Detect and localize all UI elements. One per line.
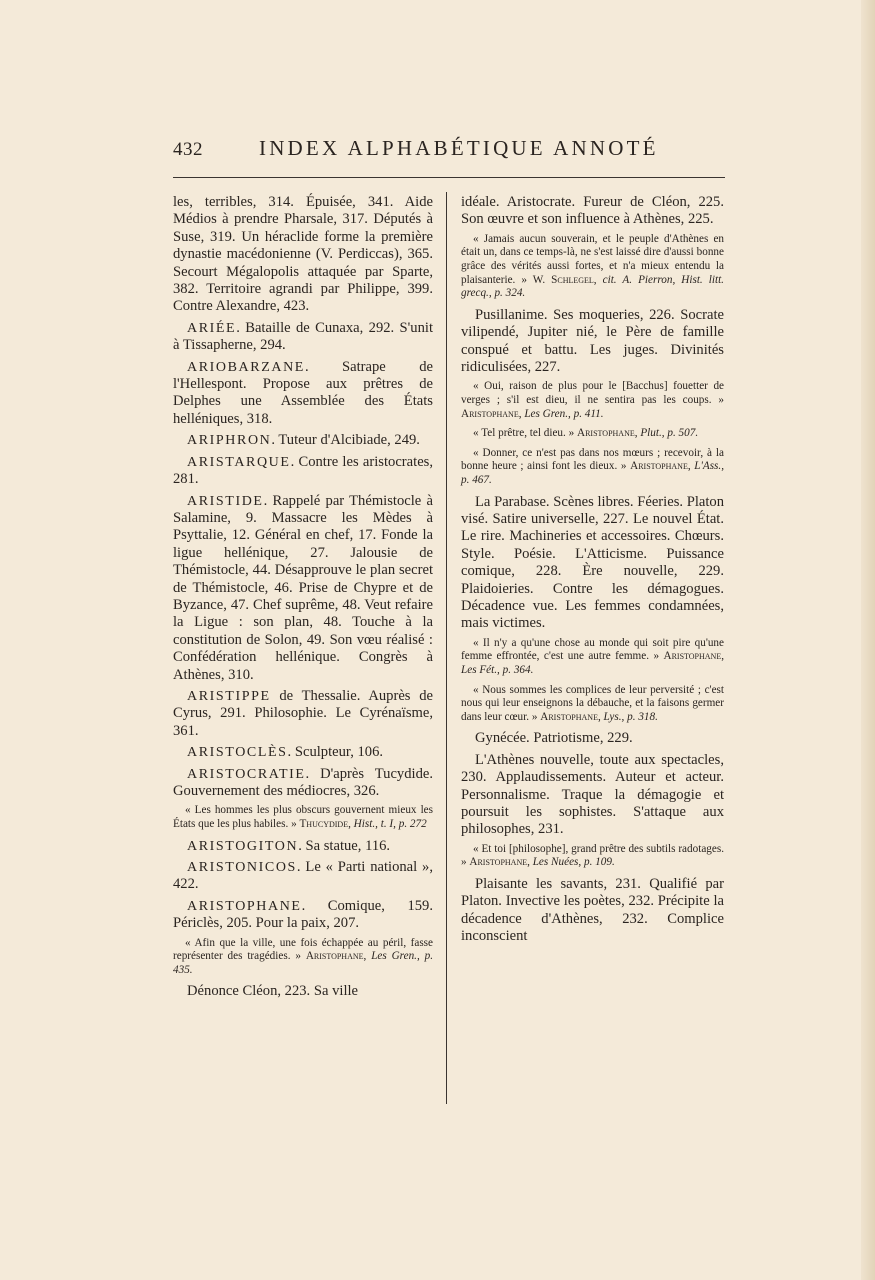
quote-text: « Nous sommes les complices de leur perversité ; c'est nous qui leur enseignons la débauche, et la faisons germer dans leur cœur. » [461, 683, 724, 723]
index-entry [173, 744, 433, 761]
citation-quote [461, 637, 724, 678]
entry-headword: ARISTIDE [187, 493, 264, 509]
entry-paragraph: La Parabase. Scènes libres. Féeries. Platon visé. Satire universelle, 227. Le nouvel État. Le rire. Machineries et accessoires. Chœurs. Style. Poésie. L'Atticisme. Puissance comique, 228. Ère nouvelle, 229. Plaidoieries. Contre les démagogues. Décadence vue. Les femmes condamnées, mais victimes. [461, 493, 724, 632]
citation-quote [461, 684, 724, 725]
index-entry [173, 766, 433, 801]
citation-quote [461, 380, 724, 421]
entry-paragraph: Gynécée. Patriotisme, 229. [475, 730, 633, 747]
column-rule [446, 192, 447, 1104]
entry-text: . Sa statue, 116. [298, 837, 391, 854]
entry-headword: ARISTONICOS [187, 860, 297, 875]
quote-author: Schlegel, [551, 273, 603, 286]
entry-text: . Tuteur d'Alcibiade, 249. [271, 432, 420, 449]
entry-text: . Le « Parti national », 422. [173, 859, 433, 893]
entry-text: . Bataille de Cunaxa, 292. S'unit à Tissapherne, 294. [173, 319, 433, 354]
quote-reference: Les Nuées, p. 109. [532, 856, 615, 869]
entry-text: . Comique, 159. Périclès, 205. Pour la paix, 207. [173, 897, 433, 932]
entry-text: . Satrape de l'Hellespont. Propose aux prêtres de Delphes une Assemblée des États helléniques, 318. [173, 358, 433, 427]
quote-reference: Les Fét., p. 364. [461, 664, 534, 676]
index-entry [173, 688, 433, 740]
page-edge [861, 0, 875, 1280]
quote-reference: Lys., p. 318. [603, 710, 658, 723]
right-column [461, 194, 724, 950]
entry-paragraph: Plaisante les savants, 231. Qualifié par Platon. Invective les poètes, 232. Précipite la décadence d'Athènes, 232. Complice inconscient [461, 876, 724, 945]
citation-quote [173, 937, 433, 978]
quote-reference: Les Gren., p. 411. [524, 407, 604, 420]
quote-reference: Plut., p. 507. [640, 427, 699, 440]
quote-author: Aristophane, [305, 950, 372, 963]
quote-author: Aristophane, [461, 407, 525, 420]
entry-text: . Rappelé par Thémistocle à Salamine, 9. Massacre les Mèdes à Psyttalie, 12. Général en chef, 17. Fonde la ligue hellénique, 27. Jalousie de Thémistocle, 44. Désapprouve le plan secret de Thémistocle, 46. Prise de Chypre et de Byzance, 47. Chef suprême, 48. Veut refaire la Ligue : son plan, 48. Touche à la constitution de Solon, 49. Son vœu réalisé : Confédération hellénique. Congrès à Athènes, 310. [173, 492, 433, 683]
quote-reference: Hist., t. I, p. 272 [353, 818, 427, 830]
quote-text: « Tel prêtre, tel dieu. » [473, 427, 578, 440]
citation-quote [461, 447, 724, 488]
entry-paragraph: Pusillanime. Ses moqueries, 226. Socrate vilipendé, Jupiter nié, le Père de famille conspué et battu. Les juges. Divinités ridiculisées, 227. [461, 306, 724, 375]
index-entry [173, 898, 433, 933]
entry-text: . Sculpteur, 106. [287, 744, 384, 761]
quote-text: « Oui, raison de plus pour le [Bacchus] fouetter de verges ; s'il est dieu, il ne sentira pas les coups. » [461, 380, 724, 406]
continued-text: les, terribles, 314. Épuisée, 341. Aide Médios à prendre Pharsale, 317. Députés à Suse, 319. Un héraclide forme la première dynastie macédonienne (V. Perdiccas), 365. Secourt Mégalopolis attaquée par Sparte, 382. Territoire agrandi par Philippe, 399. Contre Alexandre, 423. [173, 194, 433, 315]
entry-headword: ARISTOCRATIE [187, 766, 306, 782]
entry-text: . Contre les aristocrates, 281. [173, 453, 433, 488]
index-entry [173, 432, 433, 449]
entry-headword: ARIOBARZANE [187, 359, 305, 375]
entry-headword: ARISTOPHANE [187, 898, 302, 914]
quote-text: « Les hommes les plus obscurs gouvernent mieux les États que les plus habiles. » [173, 804, 433, 830]
citation-quote [461, 427, 724, 441]
entry-text: . D'après Tucydide. Gouvernement des médiocres, 326. [173, 765, 433, 799]
quote-text: « Donner, ce n'est pas dans nos mœurs ; recevoir, à la bonne heure ; ainsi font les dieux. » [461, 446, 724, 473]
entry-headword: ARISTOGITON [187, 838, 299, 854]
entry-text: de Thessalie. Auprès de Cyrus, 291. Philosophie. Le Cyrénaïsme, 361. [173, 687, 433, 739]
continued-text: idéale. Aristocrate. Fureur de Cléon, 225. Son œuvre et son influence à Athènes, 225. [461, 194, 724, 228]
index-entry [173, 320, 433, 355]
page-number: 432 [173, 139, 203, 160]
running-title: INDEX ALPHABÉTIQUE ANNOTÉ [259, 136, 659, 160]
entry-headword: ARISTARQUE [187, 454, 291, 470]
quote-text: « Il n'y a qu'une chose au monde qui soit pire qu'une femme effrontée, c'est une autre femme. » [461, 636, 724, 663]
quote-author: Aristophane, [469, 856, 533, 869]
quote-author: Thucydide, [299, 818, 354, 830]
quote-text: « Afin que la ville, une fois échappée au péril, fasse représenter des tragédies. » [173, 936, 433, 963]
quote-reference: Les Gren., p. 435. [173, 950, 434, 976]
header-rule [173, 177, 725, 178]
quote-author: Aristophane, [540, 710, 604, 723]
citation-quote [461, 233, 724, 301]
quote-author: Aristophane, [577, 427, 641, 440]
quote-reference: cit. A. Pierron, Hist. litt. grecq., p. 324. [461, 273, 724, 300]
index-entry [173, 493, 433, 684]
entry-paragraph: Dénonce Cléon, 223. Sa ville [187, 983, 359, 1000]
left-column [173, 194, 433, 1005]
citation-quote [173, 804, 433, 831]
index-entry [173, 859, 433, 894]
page-header [173, 133, 725, 173]
entry-headword: ARISTOCLÈS [187, 745, 288, 761]
quote-text: « Et toi [philosophe], grand prêtre des subtils radotages. » [461, 842, 724, 869]
index-entry [173, 359, 433, 429]
entry-headword: ARISTIPPE [187, 688, 271, 704]
quote-text: « Jamais aucun souverain, et le peuple d'Athènes en était un, dans ce temps-là, ne s'est laissé dire d'aussi bonne grâce des vérités aussi fortes, et n'a mieux entendu la plaisanterie. » W. [461, 232, 724, 286]
quote-reference: L'Ass., p. 467. [461, 460, 724, 486]
quote-author: Aristophane, [630, 460, 695, 473]
index-entry [173, 838, 433, 855]
entry-headword: ARIÉE [187, 320, 237, 336]
entry-paragraph: L'Athènes nouvelle, toute aux spectacles, 230. Applaudissements. Auteur et acteur. Personnalisme. Traque la démagogie et poursuit les sophistes. S'attaque aux philosophes, 231. [461, 751, 724, 838]
quote-author: Aristophane, [663, 650, 724, 663]
index-entry [173, 454, 433, 489]
citation-quote [461, 843, 724, 870]
entry-headword: ARIPHRON [187, 433, 272, 449]
